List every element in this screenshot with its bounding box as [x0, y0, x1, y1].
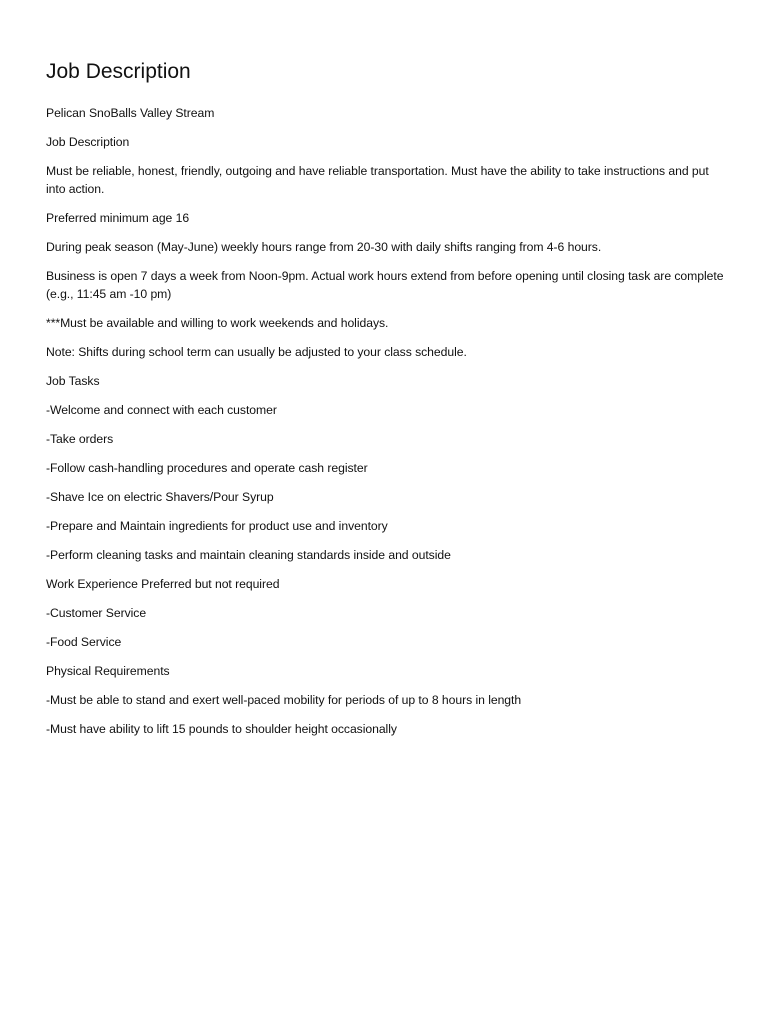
paragraph-availability: ***Must be available and willing to work weekends and holidays. — [46, 316, 389, 330]
document-page — [46, 58, 726, 749]
task-item: -Prepare and Maintain ingredients for product use and inventory — [46, 519, 388, 533]
section-heading-physical-requirements: Physical Requirements — [46, 664, 170, 678]
paragraph-minimum-age: Preferred minimum age 16 — [46, 211, 190, 225]
document-title: Job Description — [46, 60, 191, 83]
task-item: -Take orders — [46, 432, 114, 446]
paragraph-peak-season-hours: During peak season (May-June) weekly hours range from 20-30 with daily shifts ranging from 4-6 hours. — [46, 240, 602, 254]
requirement-item: -Must be able to stand and exert well-paced mobility for periods of up to 8 hours in length — [46, 693, 522, 707]
task-item: -Shave Ice on electric Shavers/Pour Syrup — [46, 490, 274, 504]
paragraph-school-term-note: Note: Shifts during school term can usually be adjusted to your class schedule. — [46, 345, 467, 359]
task-item: -Follow cash-handling procedures and operate cash register — [46, 461, 368, 475]
task-item: -Perform cleaning tasks and maintain cleaning standards inside and outside — [46, 548, 451, 562]
section-heading-job-tasks: Job Tasks — [46, 374, 100, 388]
task-item: -Welcome and connect with each customer — [46, 403, 277, 417]
business-name: Pelican SnoBalls Valley Stream — [46, 106, 215, 120]
experience-item: -Customer Service — [46, 606, 147, 620]
section-heading-work-experience: Work Experience Preferred but not required — [46, 577, 280, 591]
experience-item: -Food Service — [46, 635, 122, 649]
paragraph-requirements: Must be reliable, honest, friendly, outgoing and have reliable transportation. Must have the ability to take instructions and put into action. — [46, 164, 709, 196]
section-heading-job-description: Job Description — [46, 135, 130, 149]
paragraph-business-hours: Business is open 7 days a week from Noon-9pm. Actual work hours extend from before opening until closing task are complete (e.g., 11:45 am -10 pm) — [46, 269, 724, 301]
requirement-item: -Must have ability to lift 15 pounds to shoulder height occasionally — [46, 722, 397, 736]
